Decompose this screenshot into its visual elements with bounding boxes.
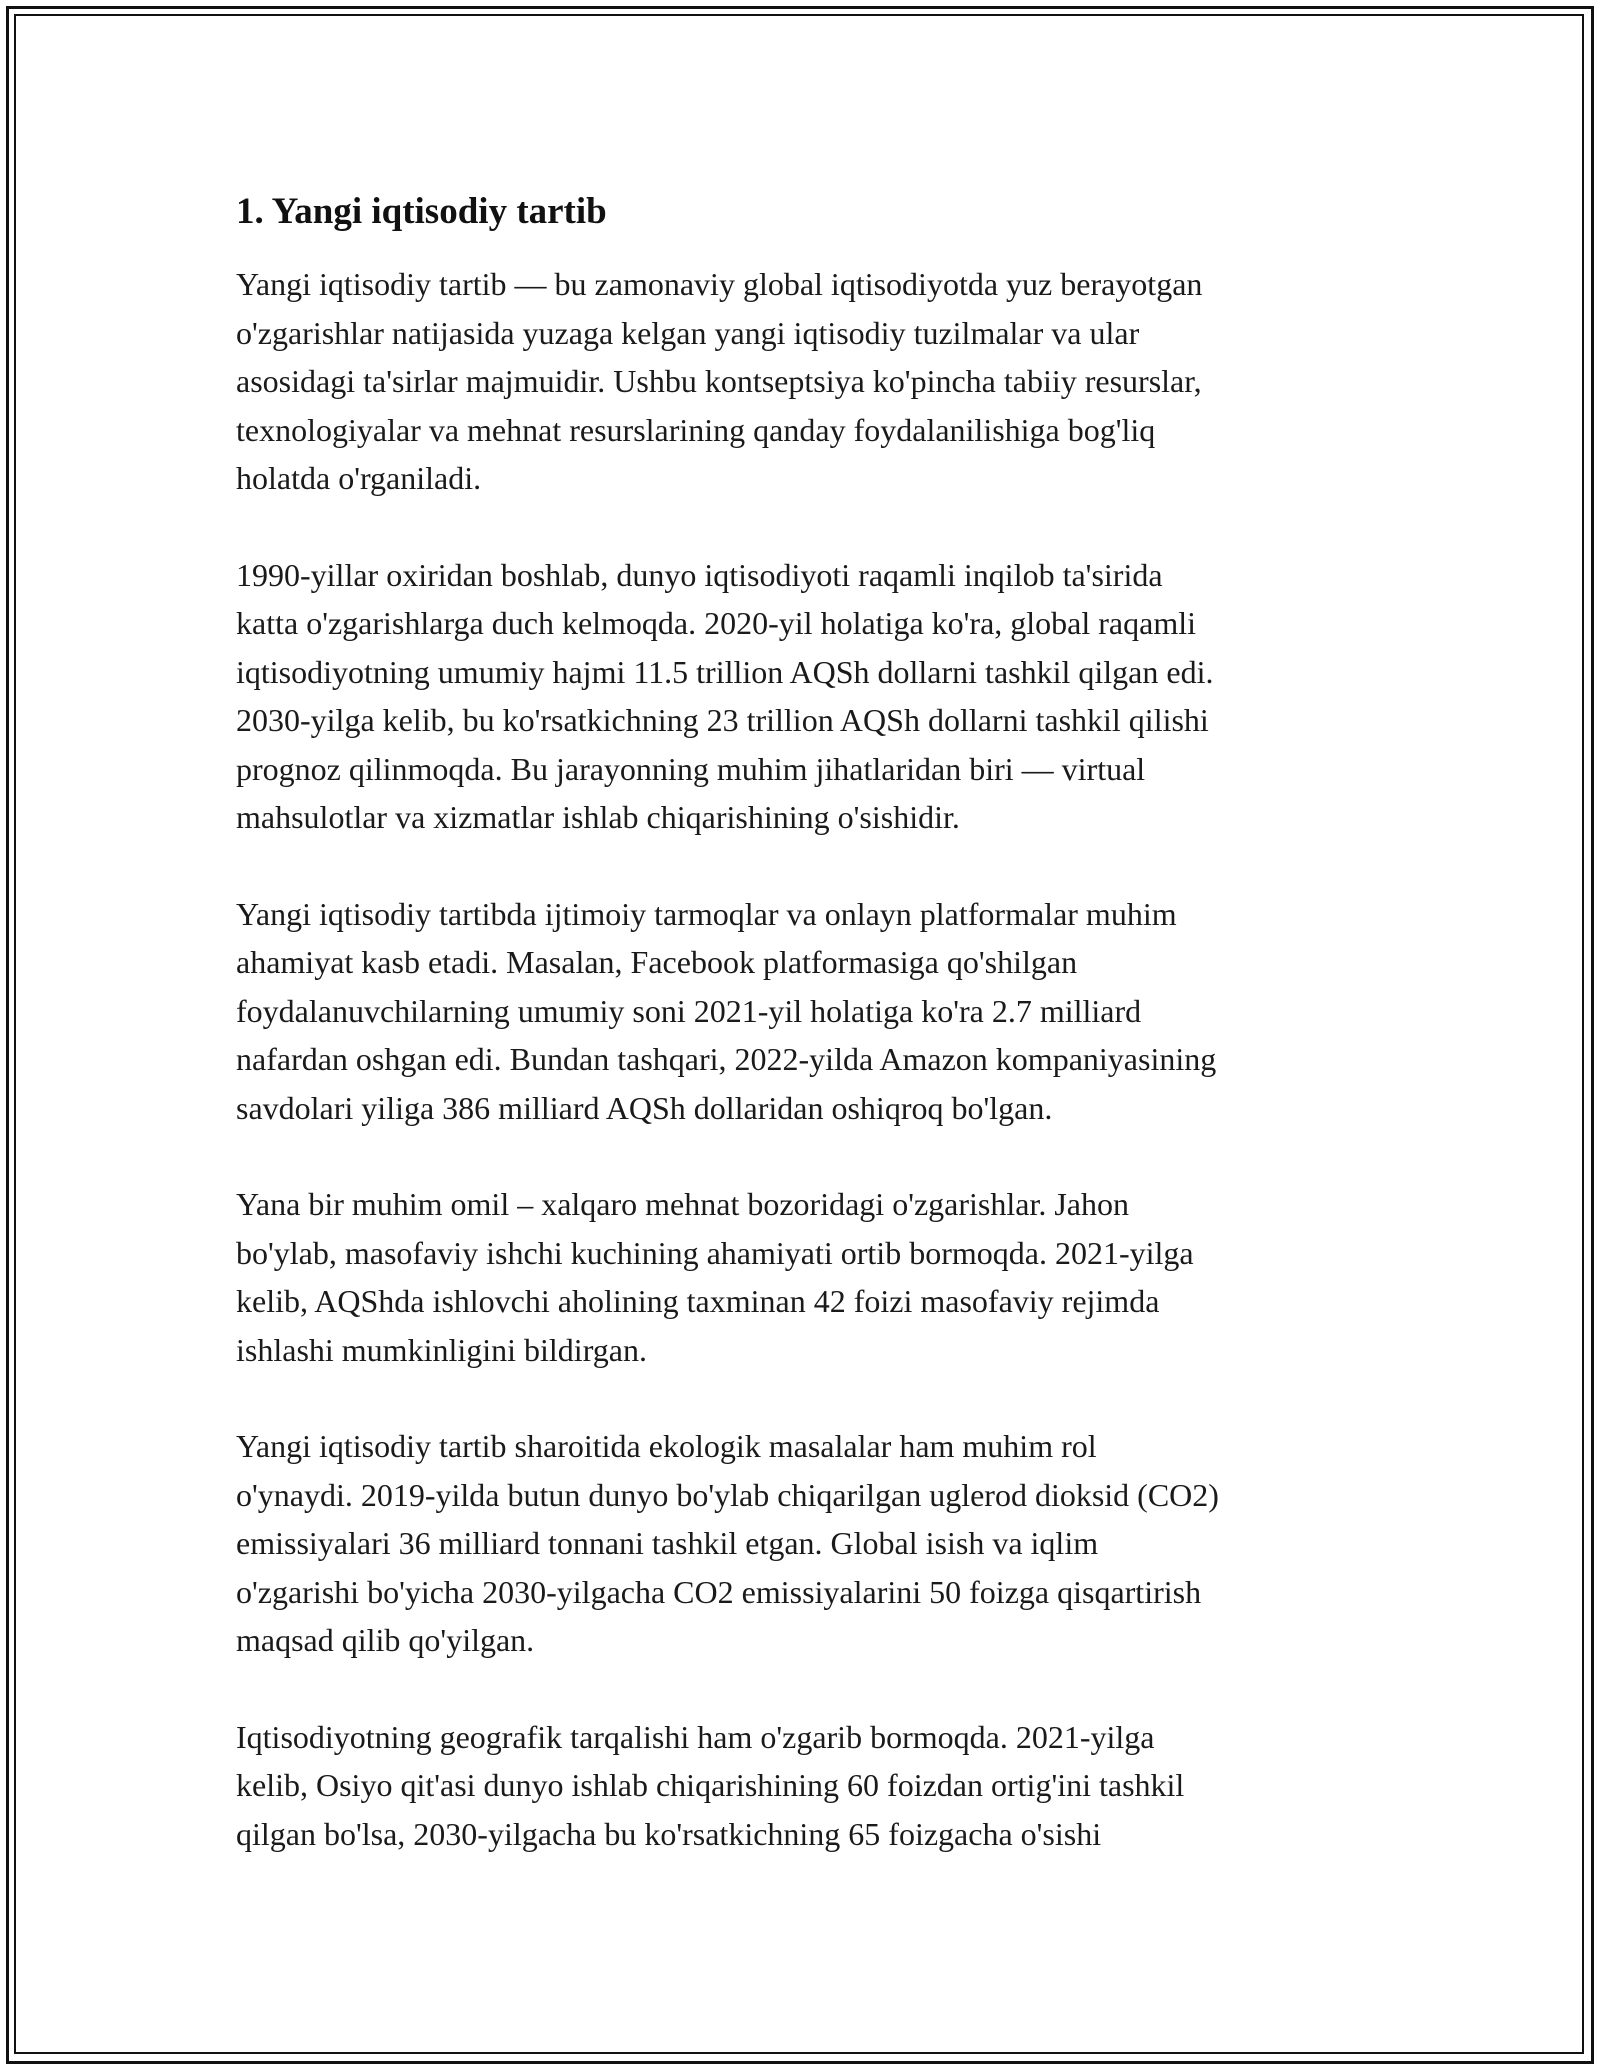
section-heading: 1. Yangi iqtisodiy tartib [236,191,607,232]
paragraph-line: emissiyalari 36 milliard tonnani tashkil etgan. Global isish va iqlim [236,1525,1099,1561]
document-body [236,188,1376,1906]
paragraph-line: bo'ylab, masofaviy ishchi kuchining ahamiyati ortib bormoqda. 2021-yilga [236,1234,1194,1271]
paragraph-line: o'ynaydi. 2019-yilda butun dunyo bo'ylab chiqarilgan uglerod dioksid (CO2) [236,1476,1219,1513]
paragraph [236,1180,1376,1374]
paragraph-line: foydalanuvchilarning umumiy soni 2021-yil holatiga ko'ra 2.7 milliard [236,992,1142,1029]
paragraph-line: iqtisodiyotning umumiy hajmi 11.5 trillion AQSh dollarni tashkil qilgan edi. [236,653,1214,690]
paragraph-line: 1990-yillar oxiridan boshlab, dunyo iqtisodiyoti raqamli inqilob ta'sirida [236,556,1163,593]
paragraph-line: o'zgarishi bo'yicha 2030-yilgacha CO2 emissiyalarini 50 foizga qisqartirish [236,1573,1202,1610]
paragraph-line: o'zgarishlar natijasida yuzaga kelgan yangi iqtisodiy tuzilmalar va ular [236,314,1140,351]
paragraph-line: ishlashi mumkinligini bildirgan. [236,1331,647,1368]
paragraph-line: qilgan bo'lsa, 2030-yilgacha bu ko'rsatkichning 65 foizgacha o'sishi [236,1815,1102,1852]
paragraph [236,1422,1376,1665]
paragraph-line: mahsulotlar va xizmatlar ishlab chiqarishining o'sishidir. [236,799,960,835]
paragraph-line: kelib, Osiyo qit'asi dunyo ishlab chiqarishining 60 foizdan ortig'ini tashkil [236,1767,1185,1803]
paragraph-line: Yangi iqtisodiy tartib — bu zamonaviy global iqtisodiyotda yuz berayotgan [236,266,1203,302]
paragraph [236,551,1376,842]
paragraph-line: 2030-yilga kelib, bu ko'rsatkichning 23 trillion AQSh dollarni tashkil qilishi [236,702,1209,738]
paragraph [236,890,1376,1133]
paragraph-line: Iqtisodiyotning geografik tarqalishi ham o'zgarib bormoqda. 2021-yilga [236,1718,1155,1755]
paragraph [236,260,1376,503]
paragraph-line: nafardan oshgan edi. Bundan tashqari, 2022-yilda Amazon kompaniyasining [236,1041,1217,1077]
paragraph [236,1713,1376,1859]
paragraph-line: maqsad qilib qo'yilgan. [236,1622,535,1658]
paragraph-line: prognoz qilinmoqda. Bu jarayonning muhim jihatlaridan biri — virtual [236,750,1146,787]
paragraph-line: Yana bir muhim omil – xalqaro mehnat bozoridagi o'zgarishlar. Jahon [236,1186,1129,1222]
paragraph-line: kelib, AQShda ishlovchi aholining taxminan 42 foizi masofaviy rejimda [236,1283,1160,1319]
paragraph-line: katta o'zgarishlarga duch kelmoqda. 2020-yil holatiga ko'ra, global raqamli [236,605,1196,641]
paragraph-line: asosidagi ta'sirlar majmuidir. Ushbu kontseptsiya ko'pincha tabiiy resurslar, [236,363,1202,399]
paragraph-line: Yangi iqtisodiy tartib sharoitida ekologik masalalar ham muhim rol [236,1428,1097,1464]
paragraph-line: texnologiyalar va mehnat resurslarining qanday foydalanilishiga bog'liq [236,411,1156,448]
paragraph-list [236,260,1376,1858]
paragraph-line: Yangi iqtisodiy tartibda ijtimoiy tarmoqlar va onlayn platformalar muhim [236,895,1177,932]
paragraph-line: savdolari yiliga 386 milliard AQSh dollaridan oshiqroq bo'lgan. [236,1089,1053,1126]
paragraph-line: ahamiyat kasb etadi. Masalan, Facebook platformasiga qo'shilgan [236,944,1078,980]
paragraph-line: holatda o'rganiladi. [236,460,482,496]
